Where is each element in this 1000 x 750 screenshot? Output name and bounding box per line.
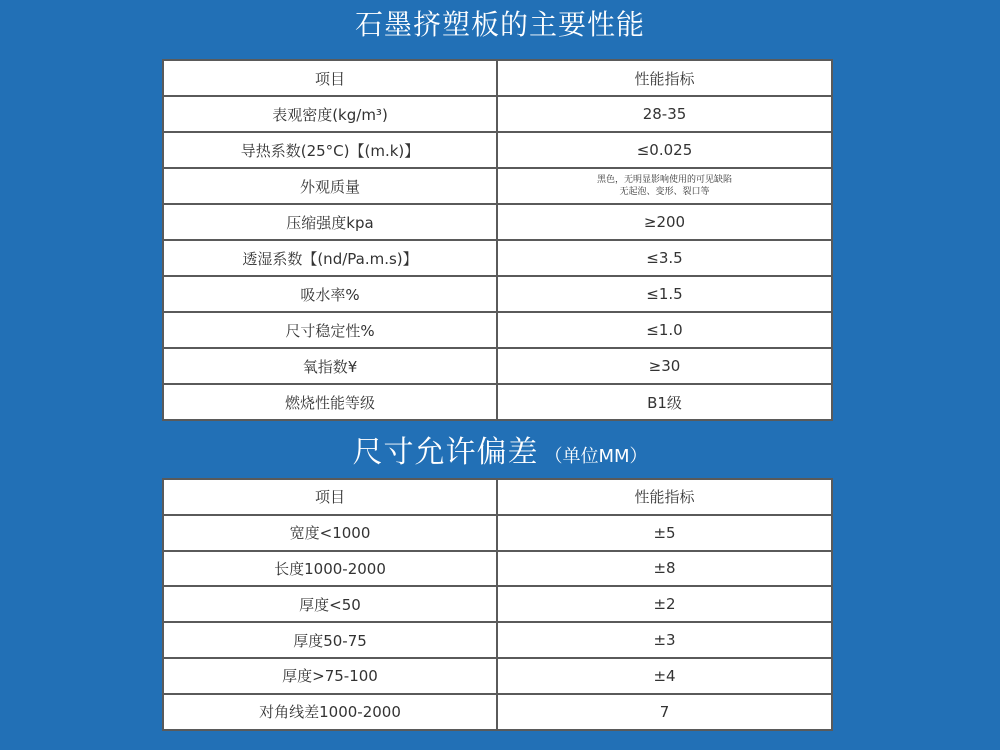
spec-cell: ≤3.5 (497, 240, 832, 276)
performance-title: 石墨挤塑板的主要性能 (354, 8, 645, 41)
spec-cell: ±5 (497, 515, 832, 551)
item-cell: 燃烧性能等级 (163, 384, 497, 420)
item-cell: 尺寸稳定性% (163, 312, 497, 348)
table-row (163, 348, 832, 384)
item-cell: 厚度<50 (163, 586, 497, 622)
item-cell: 长度1000-2000 (163, 551, 497, 587)
item-cell: 透湿系数【(nd/Pa.m.s)】 (163, 240, 497, 276)
item-cell: 表观密度(kg/m³) (163, 96, 497, 132)
tolerance-table (162, 478, 833, 731)
spec-cell: ≥30 (497, 348, 832, 384)
item-cell: 外观质量 (163, 168, 497, 204)
table-row (163, 551, 832, 587)
table-row (163, 312, 832, 348)
item-cell: 导热系数(25°C)【(m.k)】 (163, 132, 497, 168)
table-row (163, 132, 832, 168)
table-row (163, 586, 832, 622)
tolerance-title-main: 尺寸允许偏差 (352, 435, 539, 470)
table-header-row (163, 479, 832, 515)
column-header-spec: 性能指标 (497, 60, 832, 96)
spec-cell: ±2 (497, 586, 832, 622)
spec-cell: B1级 (497, 384, 832, 420)
column-header-item: 项目 (163, 479, 497, 515)
spec-cell: ±3 (497, 622, 832, 658)
tolerance-title (0, 431, 1000, 479)
table-row (163, 384, 832, 420)
spec-cell: ±8 (497, 551, 832, 587)
table-row (163, 515, 832, 551)
item-cell: 厚度>75-100 (163, 658, 497, 694)
spec-cell: 7 (497, 694, 832, 730)
spec-cell (497, 168, 832, 204)
table-row (163, 96, 832, 132)
appearance-note-line1: 黑色，无明显影响使用的可见缺陷 (596, 175, 732, 185)
table-row (163, 204, 832, 240)
spec-cell: ≤1.0 (497, 312, 832, 348)
table-row (163, 240, 832, 276)
spec-cell: ≤1.5 (497, 276, 832, 312)
item-cell: 宽度<1000 (163, 515, 497, 551)
table-header-row (163, 60, 832, 96)
spec-cell: ±4 (497, 658, 832, 694)
item-cell: 对角线差1000-2000 (163, 694, 497, 730)
tolerance-title-unit: （单位MM） (544, 446, 648, 467)
table-row (163, 168, 832, 204)
table-row (163, 658, 832, 694)
appearance-note (502, 174, 827, 198)
table-row (163, 276, 832, 312)
spec-cell: 28-35 (497, 96, 832, 132)
spec-cell: ≤0.025 (497, 132, 832, 168)
column-header-spec: 性能指标 (497, 479, 832, 515)
performance-table (162, 59, 833, 421)
table-row (163, 622, 832, 658)
table-row (163, 694, 832, 730)
item-cell: 吸水率% (163, 276, 497, 312)
appearance-note-line2: 无起泡、变形、裂口等 (619, 187, 710, 197)
spec-cell: ≥200 (497, 204, 832, 240)
column-header-item: 项目 (163, 60, 497, 96)
item-cell: 氧指数¥ (163, 348, 497, 384)
item-cell: 厚度50-75 (163, 622, 497, 658)
item-cell: 压缩强度kpa (163, 204, 497, 240)
